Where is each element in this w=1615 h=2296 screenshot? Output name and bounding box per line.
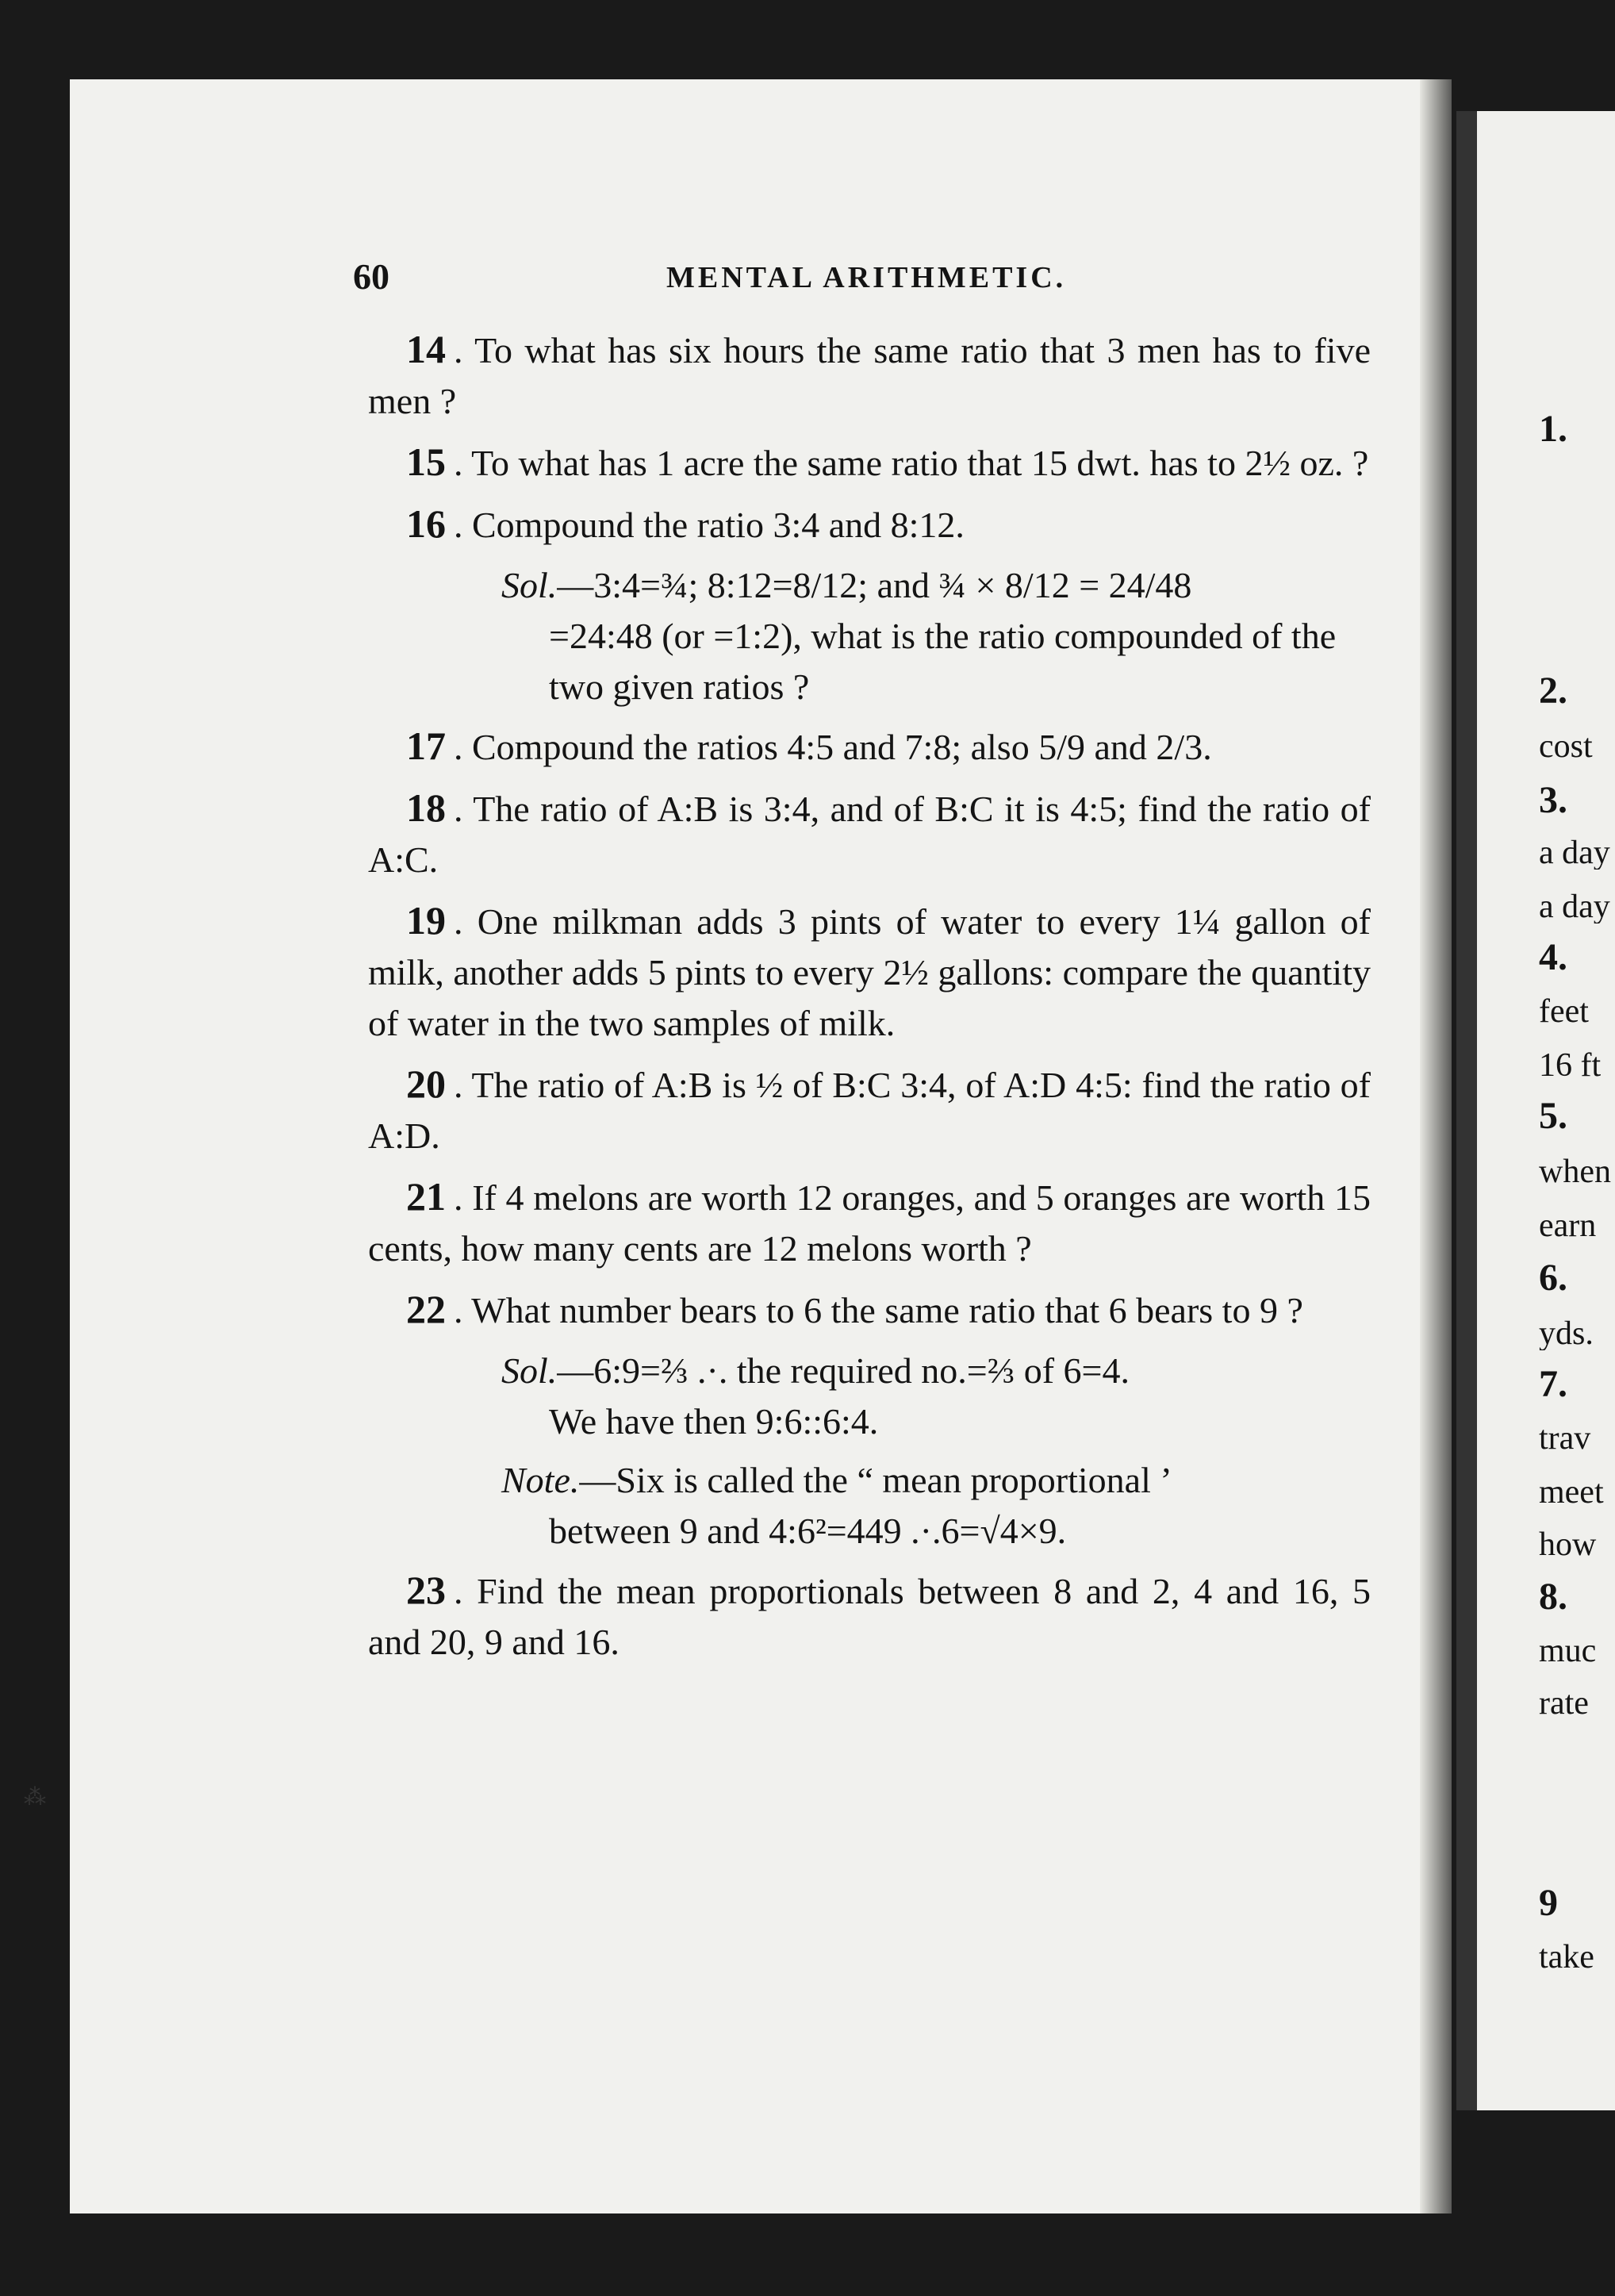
solution-label: Sol. [501,1350,558,1391]
question-number: 20 [406,1062,446,1106]
question-21 [368,1171,1371,1274]
note-line: between 9 and 4:6²=449 .·.6=√4×9. [549,1511,1067,1551]
page-edge-shadow [1456,111,1477,2110]
facing-fragment: 16 ft [1539,1049,1602,1082]
facing-fragment: 2. [1539,674,1567,708]
facing-fragment: a day [1539,836,1610,870]
question-text: . The ratio of A:B is 3:4, and of B:C it is 4:5; find the ratio of A:C. [368,789,1371,880]
question-number: 14 [406,327,446,371]
facing-fragment: trav [1539,1422,1591,1455]
question-23 [368,1565,1371,1668]
solution-line: =24:48 (or =1:2), what is the ratio compounded of the two given ratios ? [549,616,1337,707]
question-number: 19 [406,898,446,943]
facing-fragment: 5. [1539,1100,1567,1133]
question-18 [368,782,1371,885]
solution-line: —3:4=¾; 8:12=8/12; and ¾ × 8/12 = 24/48 [557,565,1192,605]
facing-fragment: a day [1539,890,1610,923]
exercise-column [368,324,1371,1677]
question-number: 22 [406,1287,446,1331]
facing-fragment: 6. [1539,1261,1567,1295]
facing-fragment: feet [1539,995,1589,1028]
question-16 [368,498,1371,551]
question-number: 23 [406,1568,446,1612]
question-19 [368,895,1371,1049]
solution-line: We have then 9:6::6:4. [549,1401,879,1442]
question-text: . Compound the ratio 3:4 and 8:12. [454,505,965,545]
question-text: . To what has 1 acre the same ratio that 15 dwt. has to 2½ oz. ? [454,443,1369,483]
question-text: . The ratio of A:B is ½ of B:C 3:4, of A:D 4:5: find the ratio of A:D. [368,1065,1371,1156]
question-15 [368,436,1371,489]
question-text: . Compound the ratios 4:5 and 7:8; also 5/9 and 2/3. [454,727,1212,767]
facing-fragment: muc [1539,1634,1597,1668]
question-14 [368,324,1371,427]
book-gutter [1420,79,1452,2213]
facing-fragment: 8. [1539,1580,1567,1614]
margin-mark: ⁂ [24,1785,46,1810]
note-line: —Six is called the “ mean proportional ’ [579,1460,1172,1500]
facing-fragment: rate [1539,1687,1589,1720]
question-text: . To what has six hours the same ratio that 3 men has to five men ? [368,330,1371,421]
solution-16 [501,560,1371,712]
question-number: 15 [406,440,446,484]
note-label: Note. [501,1460,580,1500]
page-number: 60 [353,256,389,297]
question-text: . Find the mean proportionals between 8 and 2, 4 and 16, 5 and 20, 9 and 16. [368,1571,1371,1662]
facing-fragment: 7. [1539,1368,1567,1401]
facing-fragment: earn [1539,1209,1597,1242]
facing-fragment: 3. [1539,784,1567,817]
facing-fragment: 9 [1539,1887,1558,1920]
question-number: 18 [406,785,446,830]
question-text: . One milkman adds 3 pints of water to every 1¼ gallon of milk, another adds 5 pints to every 2½ gallons: compare the quantity of water in the two samples of milk. [368,901,1371,1043]
question-number: 17 [406,724,446,768]
question-text: . What number bears to 6 the same ratio that 6 bears to 9 ? [454,1290,1303,1330]
question-text: . If 4 melons are worth 12 oranges, and 5 oranges are worth 15 cents, how many cents are 12 melons worth ? [368,1177,1371,1269]
note-22 [501,1455,1371,1557]
facing-fragment: 4. [1539,941,1567,974]
question-number: 21 [406,1174,446,1219]
solution-line: —6:9=⅔ .·. the required no.=⅔ of 6=4. [557,1350,1130,1391]
facing-fragment: take [1539,1941,1594,1974]
question-22 [368,1284,1371,1336]
facing-fragment: meet [1539,1476,1604,1509]
facing-fragment: cost [1539,730,1593,763]
question-17 [368,720,1371,773]
facing-fragment: 1. [1539,413,1567,446]
facing-fragment: when [1539,1155,1611,1188]
solution-22 [501,1346,1371,1447]
facing-fragment: how [1539,1528,1597,1561]
solution-label: Sol. [501,565,558,605]
question-20 [368,1058,1371,1161]
question-number: 16 [406,501,446,546]
facing-fragment: yds. [1539,1317,1594,1350]
running-title: MENTAL ARITHMETIC. [666,261,1067,294]
